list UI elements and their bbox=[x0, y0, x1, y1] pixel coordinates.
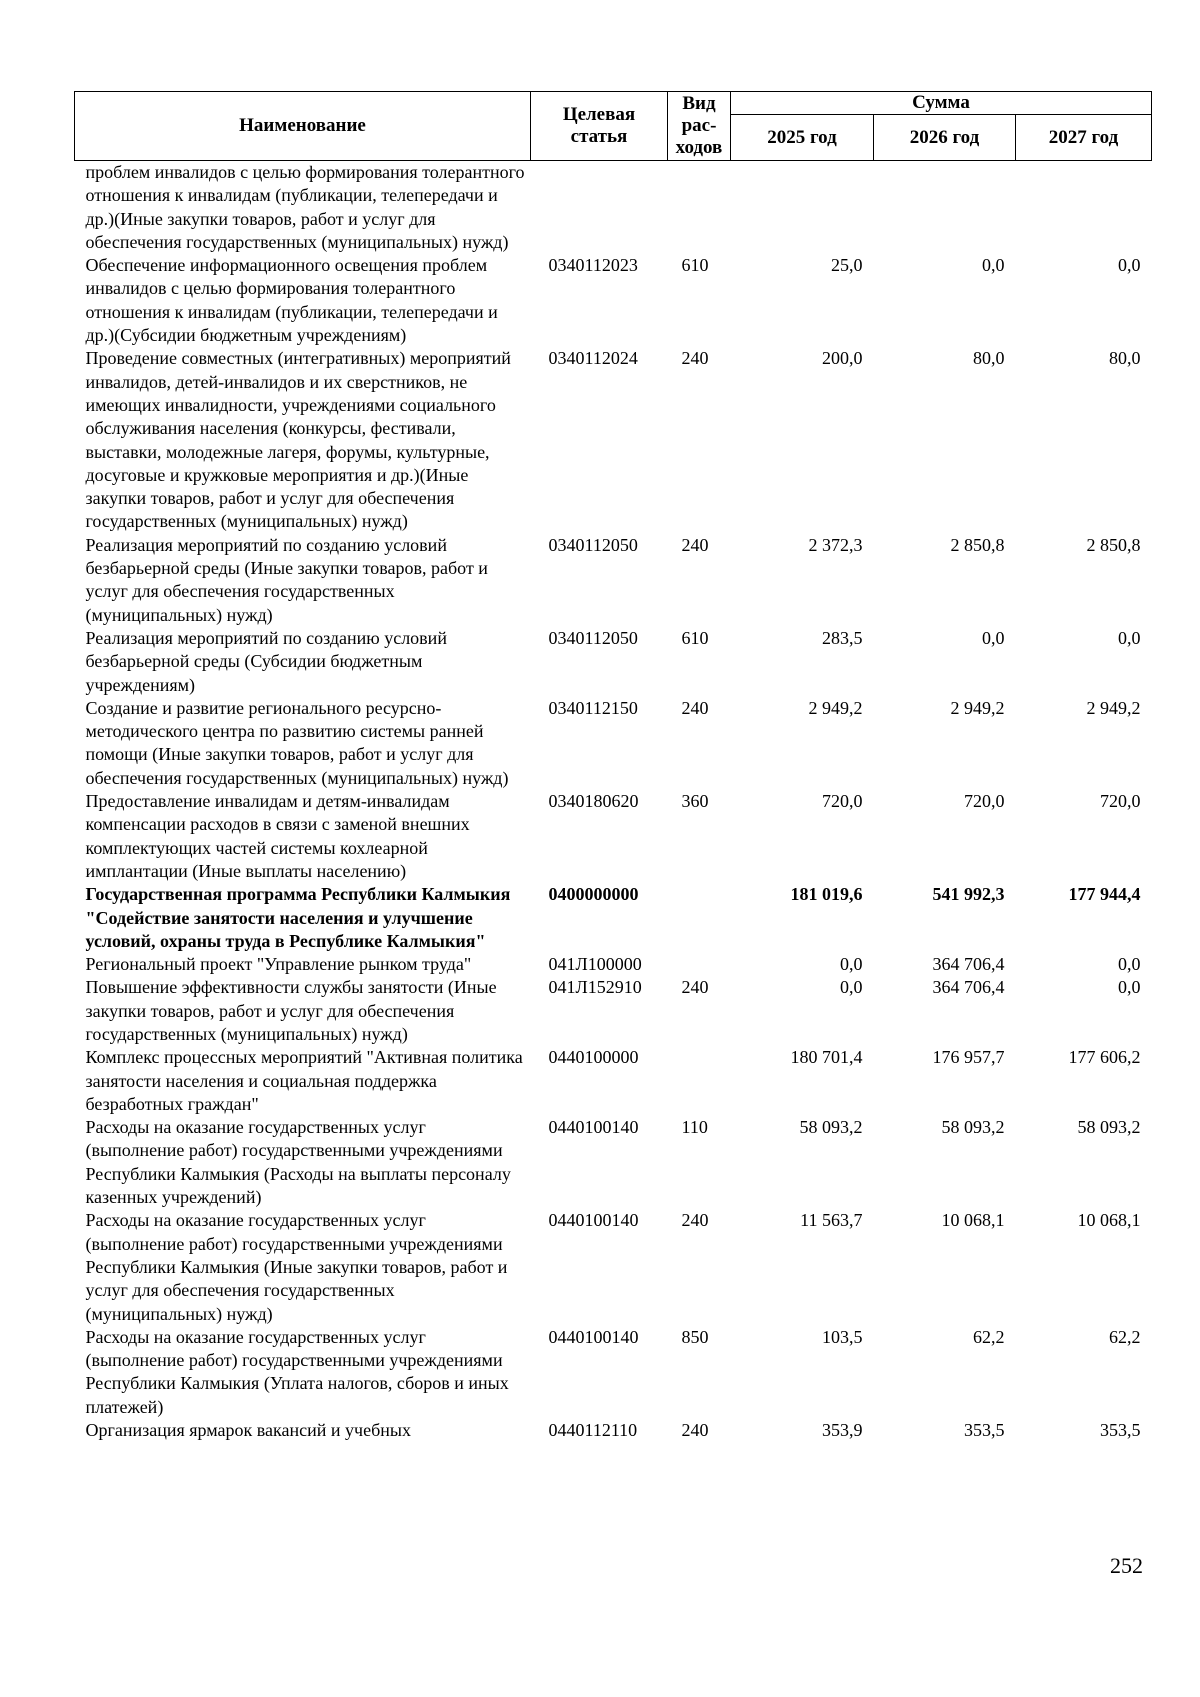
row-sum-2027: 177 944,4 bbox=[1068, 884, 1141, 905]
table-row bbox=[75, 1326, 1152, 1419]
header-sum: Сумма bbox=[731, 92, 1152, 115]
row-sum-2026: 541 992,3 bbox=[932, 884, 1005, 905]
row-name: Реализация мероприятий по созданию условий безбарьерной среды (Субсидии бюджетным учреждениям) bbox=[85, 627, 447, 695]
table-row bbox=[75, 1419, 1152, 1442]
row-sum-2026: 2 949,2 bbox=[950, 697, 1005, 718]
header-code: Целевая статья bbox=[531, 92, 668, 161]
budget-table bbox=[74, 91, 1152, 1442]
table-row bbox=[75, 347, 1152, 533]
row-sum-2027: 0,0 bbox=[1118, 977, 1141, 998]
row-kind: 240 bbox=[681, 1210, 709, 1231]
row-sum-2025: 283,5 bbox=[822, 627, 863, 648]
header-year-2025: 2025 год bbox=[731, 115, 874, 161]
row-sum-2025: 58 093,2 bbox=[799, 1117, 863, 1138]
header-kind: Вид рас-ходов bbox=[668, 92, 731, 161]
row-name: Реализация мероприятий по созданию условий безбарьерной среды (Иные закупки товаров, работ и услуг для обеспечения государственных (муниципальных) нужд) bbox=[85, 534, 488, 625]
row-sum-2026: 0,0 bbox=[982, 255, 1005, 276]
row-sum-2026: 720,0 bbox=[964, 791, 1005, 812]
row-sum-2025: 103,5 bbox=[822, 1326, 863, 1347]
row-sum-2026: 364 706,4 bbox=[932, 954, 1005, 975]
table-row bbox=[75, 534, 1152, 627]
row-name: Расходы на оказание государственных услуг (выполнение работ) государственными учреждениями Республики Калмыкия (Расходы на выплаты персоналу казенных учреждений) bbox=[85, 1117, 511, 1208]
row-kind: 360 bbox=[681, 791, 709, 812]
row-sum-2025 bbox=[731, 161, 874, 255]
row-code: 0440100000 bbox=[548, 1047, 639, 1068]
row-kind: 240 bbox=[681, 697, 709, 718]
header-year-2026: 2026 год bbox=[874, 115, 1016, 161]
row-sum-2026 bbox=[874, 161, 1016, 255]
row-code: 0340112024 bbox=[548, 348, 638, 369]
table-header bbox=[75, 92, 1152, 161]
row-sum-2025: 0,0 bbox=[840, 954, 863, 975]
row-sum-2026: 353,5 bbox=[964, 1420, 1005, 1441]
row-sum-2026: 62,2 bbox=[973, 1326, 1005, 1347]
table-row bbox=[75, 953, 1152, 976]
row-name: Государственная программа Республики Калмыкия "Содействие занятости населения и улучшение условий, охраны труда в Республике Калмыкия" bbox=[85, 884, 511, 951]
row-kind: 110 bbox=[681, 1117, 708, 1138]
row-kind: 610 bbox=[681, 255, 709, 276]
row-sum-2027: 177 606,2 bbox=[1068, 1047, 1141, 1068]
row-sum-2026: 176 957,7 bbox=[932, 1047, 1005, 1068]
row-name: Обеспечение информационного освещения проблем инвалидов с целью формирования толерантного отношения к инвалидам (публикации, телепередачи и др.)(Субсидии бюджетным учреждениям) bbox=[85, 255, 498, 346]
row-code: 0340112050 bbox=[548, 627, 638, 648]
row-sum-2027: 58 093,2 bbox=[1077, 1117, 1141, 1138]
row-kind: 240 bbox=[681, 348, 709, 369]
row-code: 0400000000 bbox=[548, 884, 639, 905]
row-sum-2025: 181 019,6 bbox=[790, 884, 863, 905]
table-row bbox=[75, 254, 1152, 347]
row-sum-2026: 80,0 bbox=[973, 348, 1005, 369]
row-name: Повышение эффективности службы занятости (Иные закупки товаров, работ и услуг для обеспечения государственных (муниципальных) нужд) bbox=[85, 977, 497, 1044]
row-sum-2026: 364 706,4 bbox=[932, 977, 1005, 998]
table-row bbox=[75, 1209, 1152, 1325]
row-name: проблем инвалидов с целью формирования толерантного отношения к инвалидам (публикации, телепередачи и др.)(Иные закупки товаров, работ и услуг для обеспечения государственных (муниципальных) нужд) bbox=[85, 162, 525, 252]
row-sum-2027: 353,5 bbox=[1100, 1420, 1141, 1441]
row-kind bbox=[668, 953, 731, 976]
row-code: 0440112110 bbox=[548, 1420, 638, 1441]
row-sum-2026: 2 850,8 bbox=[950, 534, 1005, 555]
row-kind bbox=[668, 883, 731, 953]
row-sum-2025: 180 701,4 bbox=[790, 1047, 863, 1068]
table-row bbox=[75, 1046, 1152, 1116]
row-code: 041Л152910 bbox=[548, 977, 642, 998]
row-sum-2027: 0,0 bbox=[1118, 954, 1141, 975]
row-name: Расходы на оказание государственных услуг (выполнение работ) государственными учреждениями Республики Калмыкия (Уплата налогов, сборов и иных платежей) bbox=[85, 1326, 509, 1417]
row-kind: 610 bbox=[681, 627, 709, 648]
row-kind: 240 bbox=[681, 977, 709, 998]
row-sum-2027: 0,0 bbox=[1118, 255, 1141, 276]
row-code: 0440100140 bbox=[548, 1117, 639, 1138]
row-code: 0340180620 bbox=[548, 791, 639, 812]
row-code: 0440100140 bbox=[548, 1210, 639, 1231]
row-code: 0440100140 bbox=[548, 1326, 639, 1347]
row-sum-2025: 2 372,3 bbox=[808, 534, 863, 555]
row-name: Создание и развитие регионального ресурсно-методического центра по развитию системы ранней помощи (Иные закупки товаров, работ и услуг для обеспечения государственных (муниципальных) нужд) bbox=[85, 697, 509, 788]
row-kind: 850 bbox=[681, 1326, 709, 1347]
row-sum-2025: 200,0 bbox=[822, 348, 863, 369]
row-name: Организация ярмарок вакансий и учебных bbox=[85, 1420, 411, 1441]
table-row bbox=[75, 976, 1152, 1046]
row-kind bbox=[668, 161, 731, 255]
row-sum-2026: 0,0 bbox=[982, 627, 1005, 648]
table-body bbox=[75, 161, 1152, 1443]
row-sum-2026: 10 068,1 bbox=[941, 1210, 1005, 1231]
budget-page bbox=[74, 91, 1151, 1442]
row-name: Предоставление инвалидам и детям-инвалидам компенсации расходов в связи с заменой внешних комплектующих частей системы кохлеарной имплантации (Иные выплаты населению) bbox=[85, 791, 470, 881]
row-name: Региональный проект "Управление рынком труда" bbox=[85, 954, 472, 975]
row-sum-2027: 0,0 bbox=[1118, 627, 1141, 648]
header-year-2027: 2027 год bbox=[1016, 115, 1152, 161]
row-sum-2025: 720,0 bbox=[822, 791, 863, 812]
row-code: 0340112023 bbox=[548, 255, 638, 276]
row-sum-2025: 0,0 bbox=[840, 977, 863, 998]
row-sum-2027: 62,2 bbox=[1109, 1326, 1141, 1347]
table-row bbox=[75, 883, 1152, 953]
row-code: 041Л100000 bbox=[548, 954, 642, 975]
row-name: Комплекс процессных мероприятий "Активная политика занятости населения и социальная поддержка безработных граждан" bbox=[85, 1047, 523, 1114]
row-kind: 240 bbox=[681, 534, 709, 555]
row-name: Расходы на оказание государственных услуг (выполнение работ) государственными учреждениями Республики Калмыкия (Иные закупки товаров, работ и услуг для обеспечения государственных (муниципальных) нужд) bbox=[85, 1210, 508, 1324]
header-name: Наименование bbox=[75, 92, 531, 161]
row-sum-2025: 11 563,7 bbox=[800, 1210, 863, 1231]
row-sum-2025: 25,0 bbox=[831, 255, 863, 276]
row-code: 0340112050 bbox=[548, 534, 638, 555]
row-sum-2025: 353,9 bbox=[822, 1420, 863, 1441]
row-kind bbox=[668, 1046, 731, 1116]
row-code: 0340112150 bbox=[548, 697, 638, 718]
row-sum-2027: 720,0 bbox=[1100, 791, 1141, 812]
row-sum-2027: 2 949,2 bbox=[1086, 697, 1141, 718]
row-kind: 240 bbox=[681, 1420, 709, 1441]
table-row bbox=[75, 1116, 1152, 1209]
row-sum-2025: 2 949,2 bbox=[808, 697, 863, 718]
table-row bbox=[75, 627, 1152, 697]
row-code bbox=[531, 161, 668, 255]
row-sum-2027: 2 850,8 bbox=[1086, 534, 1141, 555]
table-row bbox=[75, 697, 1152, 790]
table-row bbox=[75, 790, 1152, 883]
row-sum-2027: 80,0 bbox=[1109, 348, 1141, 369]
page-number: 252 bbox=[1110, 1553, 1143, 1578]
row-name: Проведение совместных (интегративных) мероприятий инвалидов, детей-инвалидов и их сверстников, не имеющих инвалидности, учреждениями социального обслуживания населения (конкурсы, фестивали, выставки, молодежные лагеря, форумы, культурные, досуговые и кружковые мероприятия и др.)(Иные закупки товаров, работ и услуг для обеспечения государственных (муниципальных) нужд) bbox=[85, 348, 511, 532]
table-row bbox=[75, 161, 1152, 255]
row-sum-2026: 58 093,2 bbox=[941, 1117, 1005, 1138]
row-sum-2027 bbox=[1016, 161, 1152, 255]
row-sum-2027: 10 068,1 bbox=[1077, 1210, 1141, 1231]
